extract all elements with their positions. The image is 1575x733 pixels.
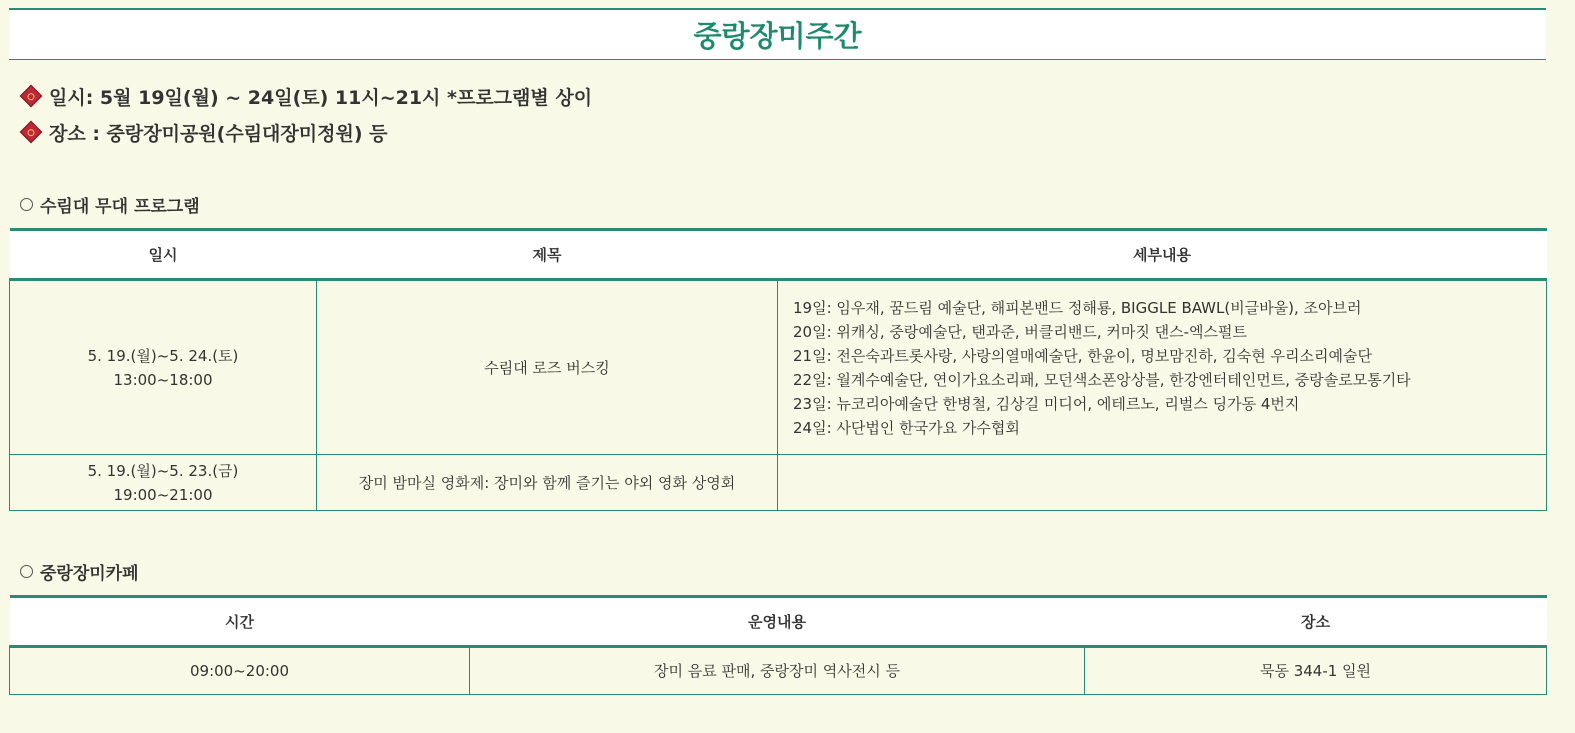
cell-details bbox=[778, 280, 1547, 455]
column-header-title: 제목 bbox=[317, 230, 778, 280]
cafe-table bbox=[9, 595, 1547, 695]
circle-bullet-icon bbox=[20, 198, 33, 211]
section-heading-stage bbox=[9, 190, 1546, 218]
diamond-bullet-icon bbox=[20, 85, 43, 108]
page-content bbox=[9, 8, 1546, 695]
cell-date bbox=[10, 455, 317, 511]
column-header-place: 장소 bbox=[1085, 597, 1547, 647]
detail-line: 24일: 사단법인 한국가요 가수협회 bbox=[793, 418, 1020, 437]
detail-line: 23일: 뉴코리아예술단 한병철, 김상길 미디어, 에테르노, 리벌스 딩가동 4번지 bbox=[793, 394, 1300, 413]
section-heading-stage-text: 수림대 무대 프로그램 bbox=[40, 196, 200, 217]
info-date-text: 일시: 5월 19일(월) ~ 24일(토) 11시~21시 *프로그램별 상이 bbox=[49, 86, 593, 109]
circle-bullet-icon bbox=[20, 565, 33, 578]
info-place-text: 장소 : 중랑장미공원(수림대장미정원) 등 bbox=[49, 122, 388, 145]
stage-program-table bbox=[9, 228, 1547, 511]
section-heading-cafe bbox=[9, 557, 1546, 585]
detail-line: 19일: 임우재, 꿈드림 예술단, 해피본밴드 정해룡, BIGGLE BAWL(비글바울), 조아브러 bbox=[793, 298, 1362, 317]
cell-details-empty bbox=[778, 455, 1547, 511]
column-header-date: 일시 bbox=[10, 230, 317, 280]
table-header-row bbox=[10, 230, 1547, 280]
detail-line: 22일: 월계수예술단, 연이가요소리패, 모던색소폰앙상블, 한강엔터테인먼트, 중랑솔로모통기타 bbox=[793, 370, 1411, 389]
cell-date bbox=[10, 280, 317, 455]
cell-time: 09:00~20:00 bbox=[10, 647, 470, 695]
detail-line: 20일: 위캐싱, 중랑예술단, 탠과준, 버클리밴드, 커마짓 댄스-엑스펄트 bbox=[793, 322, 1247, 341]
date-line: 5. 19.(월)~5. 23.(금) bbox=[87, 461, 239, 480]
time-line: 19:00~21:00 bbox=[113, 485, 213, 504]
column-header-time: 시간 bbox=[10, 597, 470, 647]
date-line: 5. 19.(월)~5. 24.(토) bbox=[87, 346, 239, 365]
cell-content: 장미 음료 판매, 중랑장미 역사전시 등 bbox=[470, 647, 1085, 695]
section-heading-cafe-text: 중랑장미카페 bbox=[40, 563, 139, 584]
time-line: 13:00~18:00 bbox=[113, 370, 213, 389]
column-header-content: 운영내용 bbox=[470, 597, 1085, 647]
cell-place: 묵동 344-1 일원 bbox=[1085, 647, 1547, 695]
table-row bbox=[10, 455, 1547, 511]
table-row bbox=[10, 280, 1547, 455]
column-header-details: 세부내용 bbox=[778, 230, 1547, 280]
table-row bbox=[10, 647, 1547, 695]
info-place bbox=[9, 114, 1546, 150]
diamond-bullet-icon bbox=[20, 121, 43, 144]
cell-title: 수림대 로즈 버스킹 bbox=[317, 280, 778, 455]
event-info bbox=[9, 78, 1546, 150]
info-date bbox=[9, 78, 1546, 114]
table-header-row bbox=[10, 597, 1547, 647]
page-title: 중랑장미주간 bbox=[9, 8, 1546, 60]
cell-title: 장미 밤마실 영화제: 장미와 함께 즐기는 야외 영화 상영회 bbox=[317, 455, 778, 511]
detail-line: 21일: 전은숙과트롯사랑, 사랑의열매예술단, 한윤이, 명보맘진하, 김숙현 우리소리예술단 bbox=[793, 346, 1372, 365]
